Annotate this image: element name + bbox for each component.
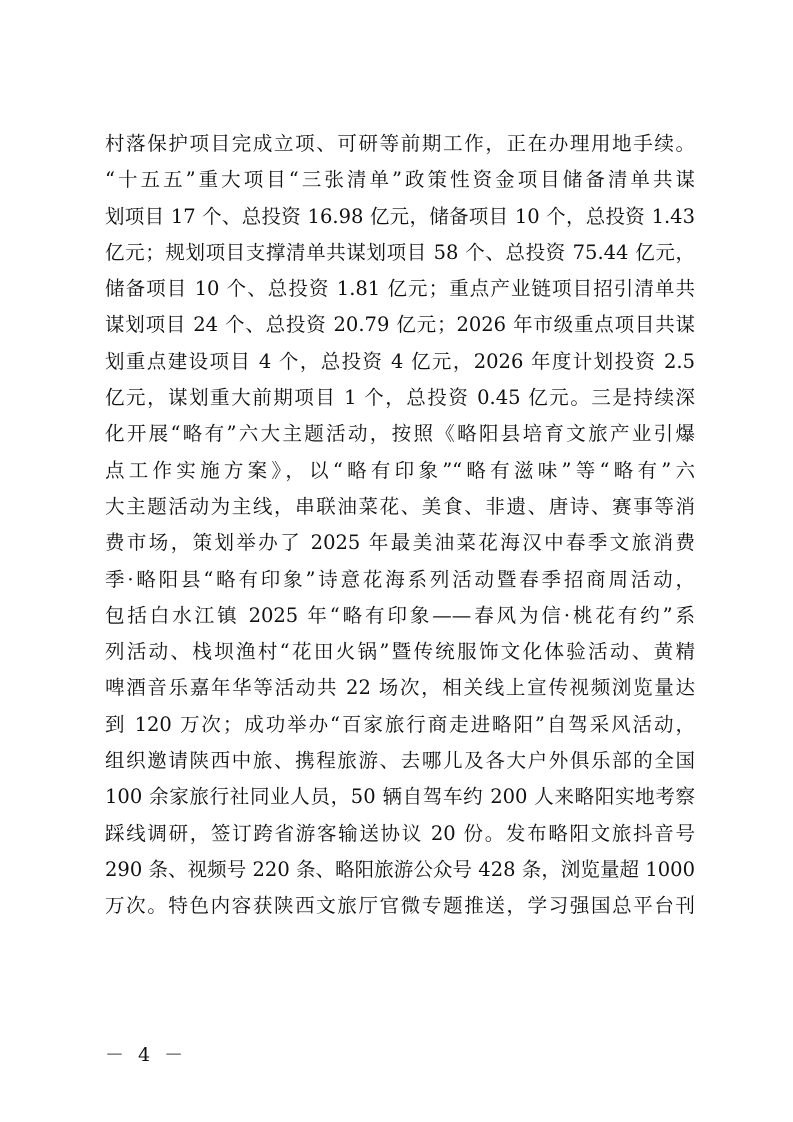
text-line: 季·略阳县“略有印象”诗意花海系列活动暨春季招商周活动， [105, 567, 695, 591]
text-line: 划项目 17 个、总投资 16.98 亿元，储备项目 10 个，总投资 1.43 [105, 204, 695, 228]
text-line: 列活动、栈坝渔村“花田火锅”暨传统服饰文化体验活动、黄精 [105, 640, 695, 664]
text-line: 到 120 万次；成功举办“百家旅行商走进略阳”自驾采风活动， [105, 712, 695, 736]
text-line: 亿元，谋划重大前期项目 1 个，总投资 0.45 亿元。三是持续深 [105, 386, 695, 410]
text-line: “十五五”重大项目“三张清单”政策性资金项目储备清单共谋 [105, 168, 695, 192]
page-number: － 4 － [105, 1044, 188, 1066]
text-line: 点工作实施方案》，以“略有印象”“略有滋味”等“略有”六 [105, 458, 695, 482]
text-line: 费市场，策划举办了 2025 年最美油菜花海汉中春季文旅消费 [105, 531, 695, 555]
text-line: 储备项目 10 个、总投资 1.81 亿元；重点产业链项目招引清单共 [105, 277, 695, 301]
text-line: 化开展“略有”六大主题活动，按照《略阳县培育文旅产业引爆 [105, 422, 695, 446]
text-line: 大主题活动为主线，串联油菜花、美食、非遗、唐诗、赛事等消 [105, 494, 695, 518]
text-line: 组织邀请陕西中旅、携程旅游、去哪儿及各大户外俱乐部的全国 [105, 749, 695, 773]
text-line: 100 余家旅行社同业人员，50 辆自驾车约 200 人来略阳实地考察 [105, 785, 695, 809]
text-line: 划重点建设项目 4 个，总投资 4 亿元，2026 年度计划投资 2.5 [105, 349, 695, 373]
text-line: 踩线调研，签订跨省游客输送协议 20 份。发布略阳文旅抖音号 [105, 821, 695, 845]
text-line: 290 条、视频号 220 条、略阳旅游公众号 428 条，浏览量超 1000 [105, 857, 695, 881]
text-line: 谋划项目 24 个、总投资 20.79 亿元；2026 年市级重点项目共谋 [105, 313, 695, 337]
text-line: 啤酒音乐嘉年华等活动共 22 场次，相关线上宣传视频浏览量达 [105, 676, 695, 700]
text-line: 包括白水江镇 2025 年“略有印象——春风为信·桃花有约”系 [105, 603, 695, 627]
body-text [105, 126, 695, 925]
text-line: 村落保护项目完成立项、可研等前期工作，正在办理用地手续。 [105, 132, 695, 155]
text-line: 亿元；规划项目支撑清单共谋划项目 58 个、总投资 75.44 亿元， [105, 240, 695, 264]
text-line: 万次。特色内容获陕西文旅厅官微专题推送，学习强国总平台刊 [105, 894, 695, 918]
